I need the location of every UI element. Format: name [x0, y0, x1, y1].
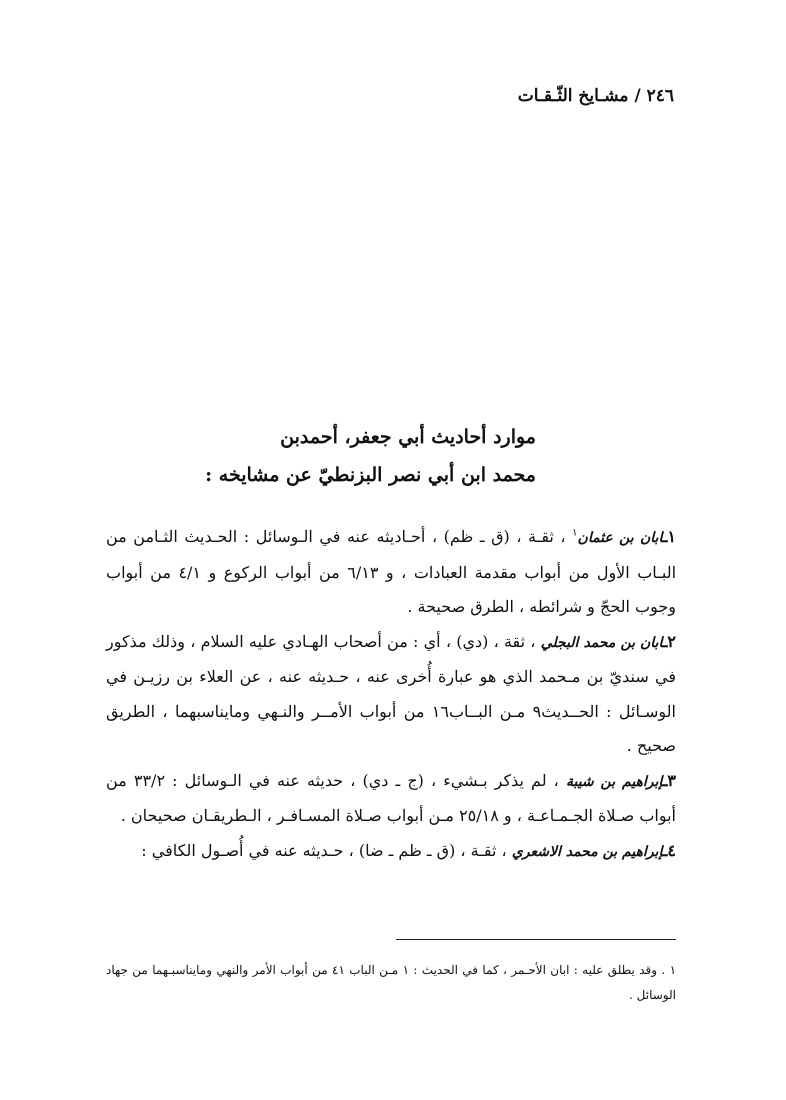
narrator-entry-2: [106, 625, 676, 764]
footnote-divider: [396, 939, 676, 940]
narrator-name: ابان بن عثمان: [577, 530, 663, 546]
section-title: [110, 418, 536, 494]
narrator-entry-4: [106, 834, 676, 870]
entry-text: ، ثقة ، (دي) ، أي : من أصحاب الهـادي عليه السلام ، وذلك مذكور في سنديّ بن مـحمد الذي هو عبارة أُخرى عنه ، حـديثه عنه ، عن العلاء بن رزيـن في الوسـائل : الحــديث٩ مـن البــاب١٦ من أبواب الأمــر والنـهي ومايناسبهما ، الطريق صحيح .: [106, 631, 676, 755]
narrator-name: إبراهيم بن شيبة: [565, 773, 663, 790]
entry-number: ١ـ: [662, 527, 676, 546]
entry-text: ، ثقـة ، (ق ـ ظم) ، أحـاديثه عنه في الـوسائل : الحـديث الثـامن من البـاب الأول من أبواب مقدمة العبادات ، و ٦/١٣ من أبواب الركوع و ٤/١ من أبواب وجوب الحجّ و شرائطه ، الطرق صحيحة .: [106, 527, 677, 616]
narrator-name: ابان بن محمد البجلي: [540, 634, 663, 651]
entry-text: ، لم يذكر بـشيء ، (ج ـ دي) ، حديثه عنه في الـوسائل : ٣٣/٢ من أبواب صـلاة الجـمـاعـة ، و ٢٥/١٨ مـن أبواب صـلاة المسـافـر ، الـطريقـان صحيحان .: [106, 770, 676, 825]
entry-number: ٢ـ: [662, 631, 677, 651]
entry-text: ، ثقـة ، (ق ـ ظم ـ ضا) ، حـديثه عنه في أُصـول الكافي :: [141, 840, 507, 860]
footnote-marker: ١: [572, 527, 578, 539]
entry-number: ٤ـ: [662, 840, 676, 860]
narrator-list: [106, 520, 676, 869]
entry-number: ٣ـ: [662, 770, 676, 790]
running-header: ٢٤٦ / مشـايخ الثّـقـات: [517, 86, 674, 106]
section-title-line-2: محمد ابن أبي نصر البزنطيّ عن مشايخه :: [205, 464, 536, 486]
narrator-entry-3: [106, 764, 676, 834]
footnote: ١ . وقد يطلق عليه : ابان الأحـمر ، كما في الحديث : ١ مـن الباب ٤١ من أبواب الأمر والنهي ومايناسبـهما من جهاد الوسائل .: [106, 963, 677, 1002]
narrator-entry-1: [106, 520, 676, 625]
narrator-name: إبراهيم بن محمد الاشعري: [511, 843, 663, 860]
section-title-line-1: موارد أحاديث أبي جعفر، أحمدبن: [280, 426, 536, 448]
